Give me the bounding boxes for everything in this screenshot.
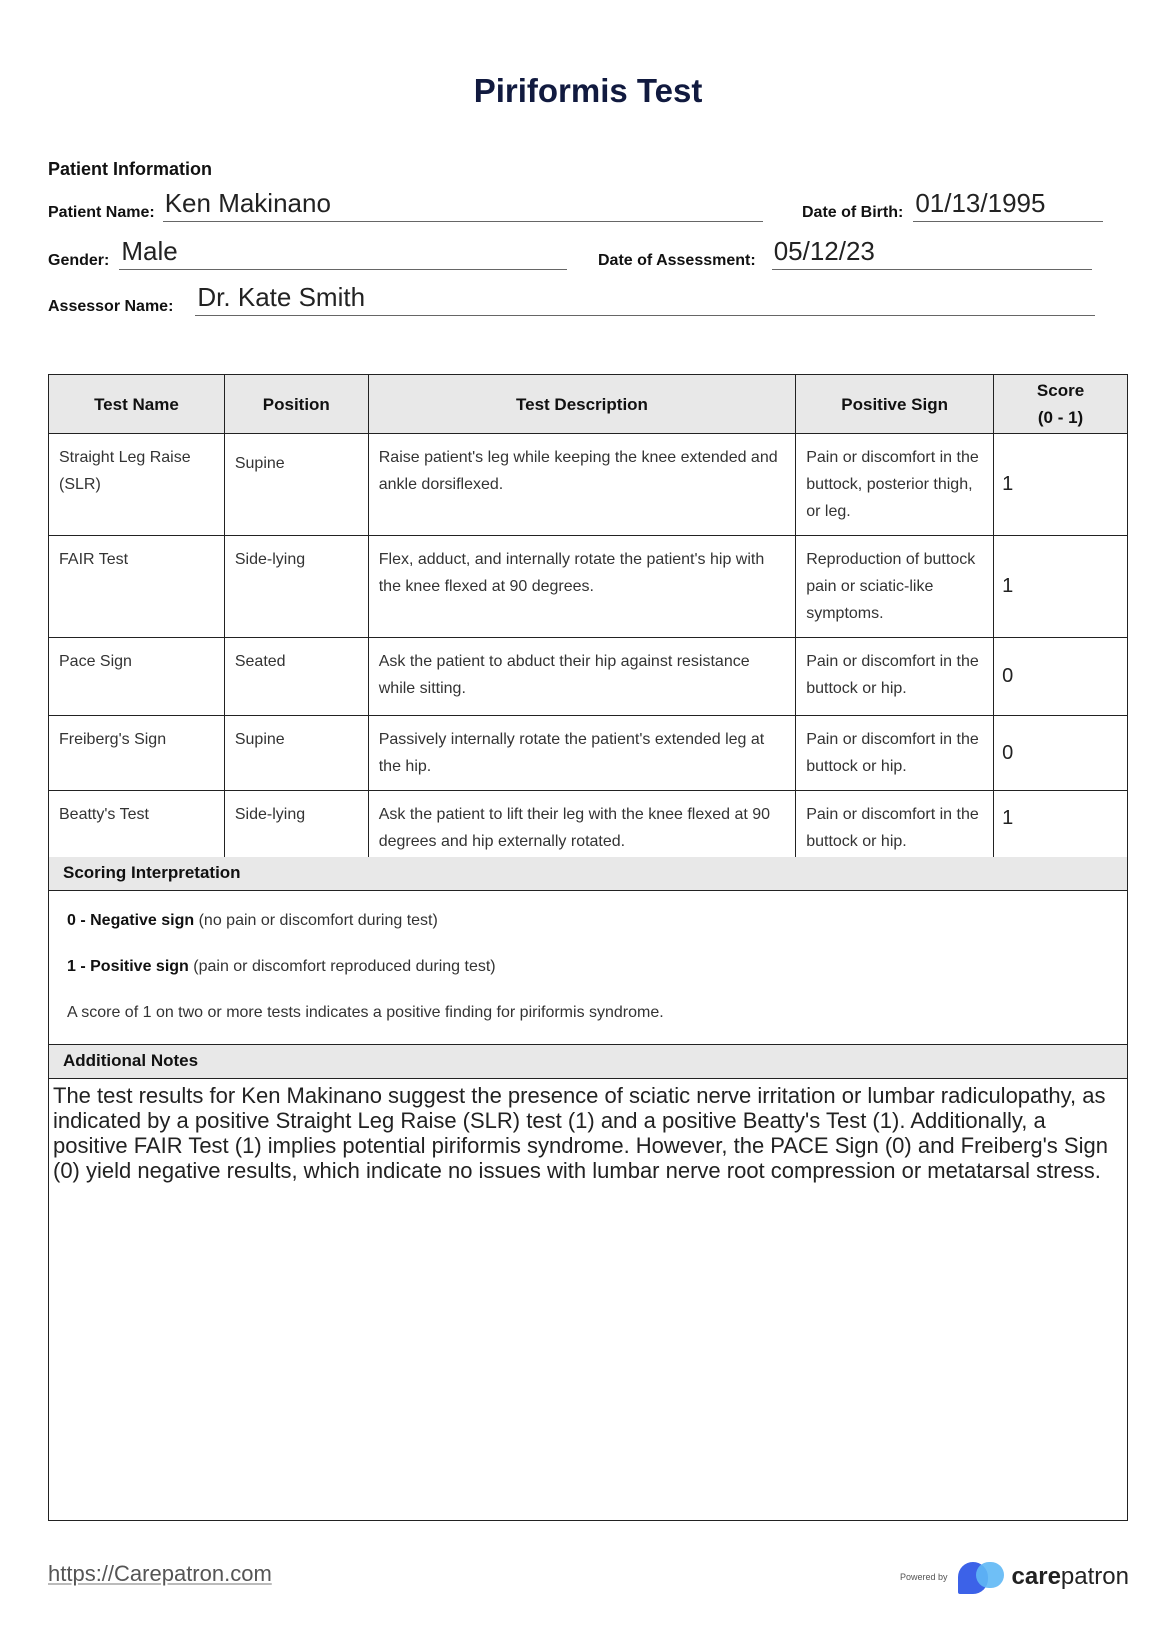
gender-value[interactable]: Male [119, 236, 567, 270]
table-row [49, 536, 1128, 638]
cell-test-name: Freiberg's Sign [49, 716, 225, 791]
wordmark-bold: care [1011, 1563, 1061, 1590]
table-row [49, 638, 1128, 716]
header-score-title: Score [1036, 381, 1085, 400]
gender-field [48, 236, 567, 270]
dob-value[interactable]: 01/13/1995 [913, 188, 1103, 222]
scoring-item-positive-text: (pain or discomfort reproduced during test) [188, 958, 496, 975]
assessor-value[interactable]: Dr. Kate Smith [195, 282, 1095, 316]
patient-name-label: Patient Name: [48, 204, 155, 221]
powered-by-label: Powered by [900, 1572, 948, 1582]
header-position: Position [224, 375, 368, 434]
cell-test-name: FAIR Test [49, 536, 225, 638]
cell-description: Flex, adduct, and internally rotate the patient's hip with the knee flexed at 90 degrees. [368, 536, 795, 638]
additional-notes-heading: Additional Notes [49, 1045, 1127, 1079]
scoring-item-negative-text: (no pain or discomfort during test) [194, 912, 438, 929]
cell-score[interactable]: 0 [994, 716, 1128, 791]
table-row [49, 434, 1128, 536]
cell-score[interactable]: 1 [994, 434, 1128, 536]
assessor-label: Assessor Name: [48, 298, 174, 315]
cell-score[interactable]: 0 [994, 638, 1128, 716]
patient-name-field [48, 188, 763, 222]
assessment-date-value[interactable]: 05/12/23 [772, 236, 1092, 270]
cell-score[interactable]: 1 [994, 791, 1128, 869]
assessor-field [48, 282, 1095, 316]
cell-test-name: Straight Leg Raise (SLR) [49, 434, 225, 536]
assessment-date-field [598, 236, 1092, 270]
cell-description: Raise patient's leg while keeping the knee extended and ankle dorsiflexed. [368, 434, 795, 536]
patient-name-value[interactable]: Ken Makinano [163, 188, 763, 222]
cell-positive-sign: Pain or discomfort in the buttock or hip. [796, 716, 994, 791]
header-description: Test Description [368, 375, 795, 434]
carepatron-logo-icon [958, 1560, 1006, 1594]
header-positive-sign: Positive Sign [796, 375, 994, 434]
carepatron-wordmark [1012, 1563, 1129, 1591]
header-score-range: (0 - 1) [1037, 408, 1084, 427]
scoring-interpretation-body [49, 891, 1127, 1023]
dob-label: Date of Birth: [802, 204, 904, 221]
wordmark-rest: patron [1060, 1563, 1129, 1590]
document-title: Piriformis Test [473, 72, 703, 109]
cell-description: Ask the patient to lift their leg with the knee flexed at 90 degrees and hip externally rotated. [368, 791, 795, 869]
cell-position: Supine [224, 716, 368, 791]
cell-description: Passively internally rotate the patient's extended leg at the hip. [368, 716, 795, 791]
additional-notes-section [48, 1045, 1128, 1521]
scoring-item-negative [67, 911, 1109, 931]
cell-position: Side-lying [224, 536, 368, 638]
scoring-summary: A score of 1 on two or more tests indicates a positive finding for piriformis syndrome. [67, 1004, 664, 1021]
gender-label: Gender: [48, 252, 110, 269]
patient-info-heading: Patient Information [48, 159, 213, 179]
carepatron-link[interactable]: https://Carepatron.com [48, 1561, 272, 1586]
cell-position: Supine [224, 434, 368, 536]
dob-field [802, 188, 1103, 222]
cell-test-name: Pace Sign [49, 638, 225, 716]
cell-positive-sign: Reproduction of buttock pain or sciatic-like symptoms. [796, 536, 994, 638]
cell-score[interactable]: 1 [994, 536, 1128, 638]
cell-positive-sign: Pain or discomfort in the buttock or hip. [796, 791, 994, 869]
table-header-row [49, 375, 1128, 434]
scoring-interpretation-section [48, 857, 1128, 1045]
cell-position: Seated [224, 638, 368, 716]
cell-positive-sign: Pain or discomfort in the buttock, posterior thigh, or leg. [796, 434, 994, 536]
cell-description: Ask the patient to abduct their hip against resistance while sitting. [368, 638, 795, 716]
scoring-interpretation-heading: Scoring Interpretation [49, 857, 1127, 891]
table-row [49, 716, 1128, 791]
scoring-item-negative-label: 0 - Negative sign [67, 912, 195, 929]
scoring-item-positive [67, 957, 1109, 977]
header-score [994, 375, 1128, 434]
cell-position: Side-lying [224, 791, 368, 869]
cell-positive-sign: Pain or discomfort in the buttock or hip. [796, 638, 994, 716]
scoring-item-positive-label: 1 - Positive sign [67, 958, 189, 975]
cell-test-name: Beatty's Test [49, 791, 225, 869]
tests-table [48, 374, 1128, 869]
carepatron-brand[interactable] [900, 1560, 1129, 1594]
header-test-name: Test Name [49, 375, 225, 434]
additional-notes-text[interactable]: The test results for Ken Makinano suggest the presence of sciatic nerve irritation or lumbar radiculopathy, as indicated by a positive Straight Leg Raise (SLR) test (1) and a positive Beatty's Test (1). Additionally, a positive FAIR Test (1) implies potential piriformis syndrome. However, the PACE Sign (0) and Freiberg's Sign (0) yield negative results, which indicate no issues with lumbar nerve root compression or metatarsal stress. [53, 1083, 1108, 1183]
assessment-date-label: Date of Assessment: [598, 252, 756, 269]
